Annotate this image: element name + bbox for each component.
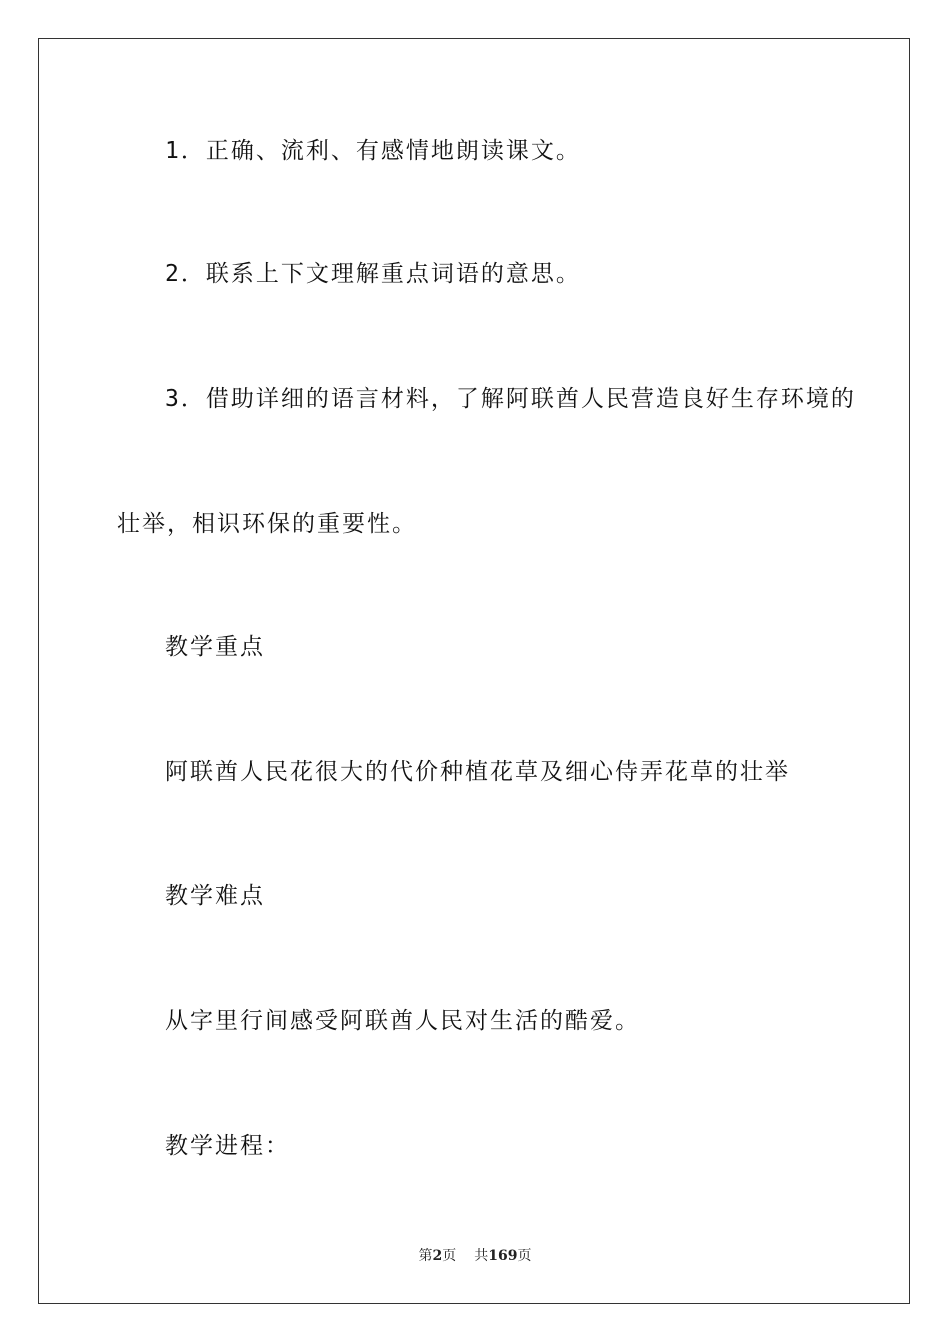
heading-teaching-difficulty: 教学难点 <box>165 883 265 909</box>
paragraph-objective-2: 2．联系上下文理解重点词语的意思。 <box>165 261 581 287</box>
page-frame <box>38 38 910 1304</box>
page-footer <box>0 1247 950 1265</box>
paragraph-teaching-focus: 阿联酋人民花很大的代价种植花草及细心侍弄花草的壮举 <box>165 759 790 785</box>
paragraph-objective-3: 3．借助详细的语言材料，了解阿联酋人民营造良好生存环境的 <box>165 386 856 412</box>
heading-teaching-focus: 教学重点 <box>165 634 265 660</box>
paragraph-teaching-difficulty: 从字里行间感受阿联酋人民对生活的酷爱。 <box>165 1008 640 1034</box>
footer-total-suffix: 页 <box>517 1248 532 1264</box>
footer-page-suffix: 页 <box>442 1248 457 1264</box>
footer-total-pages: 169 <box>488 1248 518 1264</box>
footer-total-prefix: 共 <box>474 1248 489 1264</box>
paragraph-objective-3-continued: 壮举，相识环保的重要性。 <box>117 511 417 537</box>
footer-page-number: 2 <box>432 1248 443 1264</box>
footer-page-prefix: 第 <box>418 1248 433 1264</box>
heading-teaching-process: 教学进程： <box>165 1133 290 1159</box>
paragraph-objective-1: 1．正确、流利、有感情地朗读课文。 <box>165 138 581 164</box>
